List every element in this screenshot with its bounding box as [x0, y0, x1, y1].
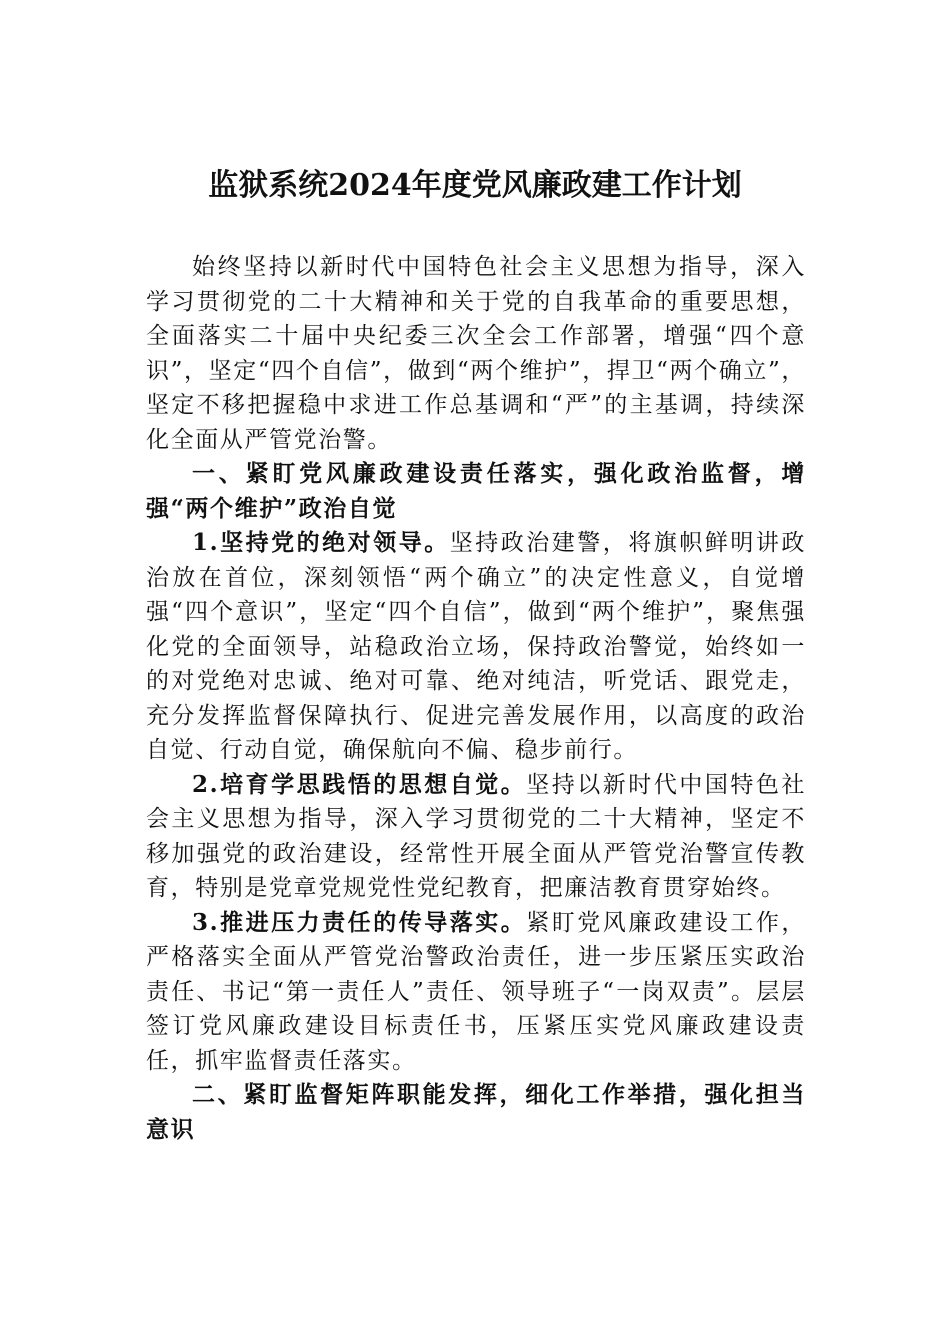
document-body: [146, 250, 806, 1147]
intro-paragraph: 始终坚持以新时代中国特色社会主义思想为指导，深入学习贯彻党的二十大精神和关于党的自我革命的重要思想，全面落实二十届中央纪委三次全会工作部署，增强“四个意识”，坚定“四个自信”，做到“两个维护”，捍卫“两个确立”，坚定不移把握稳中求进工作总基调和“严”的主基调，持续深化全面从严管党治警。: [146, 254, 806, 453]
document-title: 监狱系统2024年度党风廉政建工作计划: [208, 168, 742, 203]
item-2-text: 坚持以新时代中国特色社会主义思想为指导，深入学习贯彻党的二十大精神，坚定不移加强党的政治建设，经常性开展全面从严管党治警宣传教育，特别是党章党规党性党纪教育，把廉洁教育贯穿始终。: [146, 771, 806, 901]
item-3-text: 紧盯党风廉政建设工作，严格落实全面从严管党治警政治责任，进一步压紧压实政治责任、书记“第一责任人”责任、领导班子“一岗双责”。层层签订党风廉政建设目标责任书，压紧压实党风廉政建设责任，抓牢监督责任落实。: [146, 909, 806, 1074]
item-3-lead: 3.推进压力责任的传导落实。: [192, 908, 527, 936]
section-2-heading: 二、紧盯监督矩阵职能发挥，细化工作举措，强化担当意识: [146, 1081, 806, 1143]
item-2-lead: 2.培育学思践悟的思想自觉。: [192, 770, 527, 798]
item-1-paragraph: [146, 526, 806, 768]
item-1-text: 坚持政治建警，将旗帜鲜明讲政治放在首位，深刻领悟“两个确立”的决定性意义，自觉增强“四个意识”，坚定“四个自信”，做到“两个维护”，聚焦强化党的全面领导，站稳政治立场，保持政治警觉，始终如一的对党绝对忠诚、绝对可靠、绝对纯洁，听党话、跟党走，充分发挥监督保障执行、促进完善发展作用，以高度的政治自觉、行动自觉，确保航向不偏、稳步前行。: [146, 530, 806, 763]
item-2-paragraph: [146, 768, 806, 906]
section-1-heading: 一、紧盯党风廉政建设责任落实，强化政治监督，增强“两个维护”政治自觉: [146, 460, 806, 522]
item-3-paragraph: [146, 906, 806, 1079]
item-1-lead: 1.坚持党的绝对领导。: [192, 529, 450, 556]
